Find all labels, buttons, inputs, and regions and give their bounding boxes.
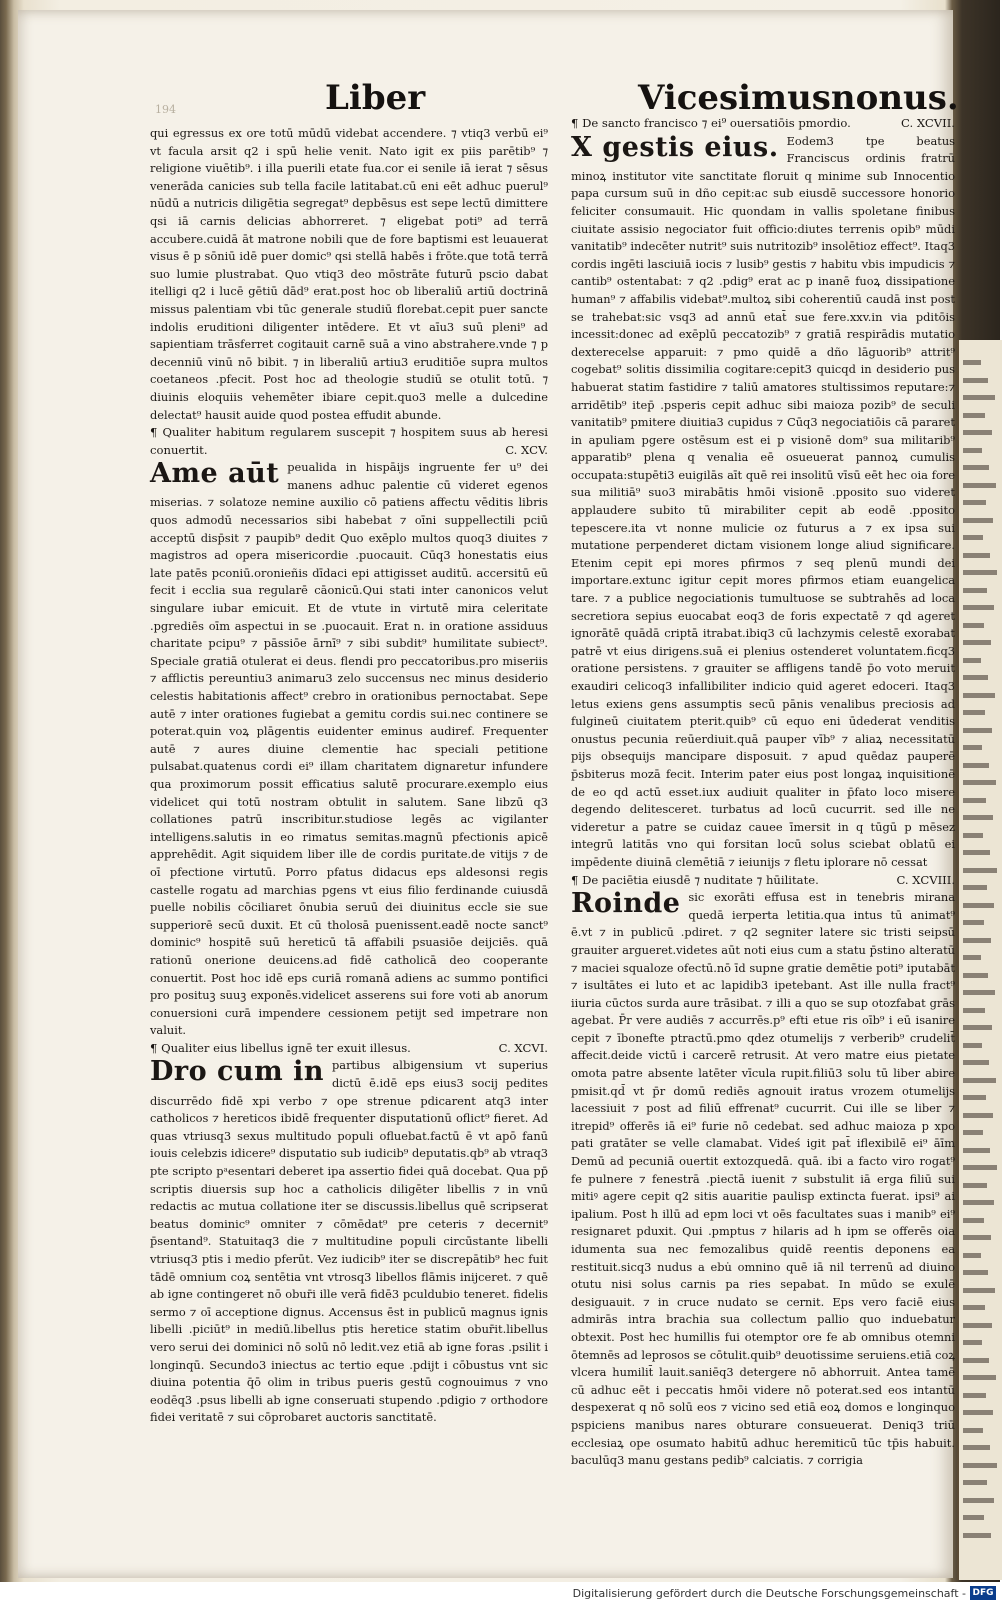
- facing-page-text-line: [963, 640, 991, 645]
- facing-page-text-line: [963, 1463, 997, 1468]
- facing-page-text-line: [963, 1410, 993, 1415]
- facing-page-text-line: [963, 1375, 996, 1380]
- initial-word: Ame aūt: [150, 458, 280, 490]
- running-head-right: Vicesimusnonus.: [638, 78, 959, 118]
- facing-page-text-line: [963, 1130, 983, 1135]
- facing-page-text-line: [963, 780, 996, 785]
- facing-page-text-line: [963, 1043, 982, 1048]
- facing-page-text-line: [963, 483, 996, 488]
- paragraph-mark-icon: ¶: [150, 1040, 162, 1055]
- right-text-column: [571, 115, 955, 1468]
- next-page-edge: [957, 340, 1002, 1580]
- facing-page-text-line: [963, 885, 987, 890]
- chapter-number: C. XCV.: [505, 442, 548, 457]
- facing-page-text-line: [963, 465, 989, 470]
- facing-page-text-line: [963, 1078, 996, 1083]
- facing-page-text-line: [963, 1533, 991, 1538]
- facing-page-text-line: [963, 1148, 990, 1153]
- facing-page-text-line: [963, 570, 997, 575]
- facing-page-text-line: [963, 763, 989, 768]
- funding-notice: Digitalisierung gefördert durch die Deutsche Forschungsgemeinschaft -: [572, 1587, 966, 1600]
- facing-page-text-line: [963, 430, 992, 435]
- paragraph-text: partibus albigensium vt superius dictū ē.idē eps eius3 socij pedites discurrēdo fidē xpi verbo ⁊ ope strenue pdicarent atq3 inter catholicos ⁊ hereticos ibidē frequenter disputationū oflict⁹ fieret. Ad quas vtriusq3 sexus multitudo populi ofluebat.factū ē vt apō fanū iouis celebzis idicere⁹ disputatio sub iudicib⁹ deputatis.qb⁹ ab vtraq3 pte scripto pᵃesentari deberet ipa assertio fidei quā docebat. Qua pp̄ scriptis diuersis sup hoc a catholicis diligēter libellis ⁊ in vnū redactis ac mutua collatione iter se discussis.libellus quē scripserat beatus dominic⁹ omniter ⁊ cōmēdat⁹ pre ceteris ⁊ decernit⁹ p̄sentand⁹. Statuitaq3 die ⁊ multitudine populi circūstante libelli vtriusq3 ptis i medio pferūt. Vez iudicib⁹ iter se discrepātib⁹ hec fuit tādē omnium coꝝ sentētia vnt vtrosq3 libellos flāmis inijceret. ⁊ quē ab igne contingeret nō obur̄i ille verā fidē3 pculdubio teneret. fidelis sermo ⁊ oī acceptione dignus. Accensus ēst in publicū magnus ignis libelli .piciūt⁹ in mediū.libellus ptis heretice statim obur̄it.libellus vero serui dei dominici nō solū nō ledit.vez etiā ab igne foras .psilit i longinqū. Secundo3 iniectus ac tertio eque .pdijt i cōbustus vnt sic diuina potentia q̄ō olim in tribus pueris gestū cognouimus ⁊ vno eodēq3 .psus libelli ab igne conseruati stupendo .pdigio ⁊ orthodore fidei veritatē ⁊ sui cōprobaret auctoris sanctitatē.: [150, 1058, 548, 1425]
- facing-page-text-line: [963, 1200, 994, 1205]
- facing-page-text-line: [963, 1358, 989, 1363]
- facing-page-text-line: [963, 990, 995, 995]
- facing-page-text-line: [963, 693, 995, 698]
- facing-page-text-line: [963, 1008, 985, 1013]
- facing-page-text-line: [963, 1183, 987, 1188]
- chapter-number: C. XCVIII.: [896, 872, 955, 887]
- facing-page-text-line: [963, 973, 988, 978]
- paragraph-mark-icon: ¶: [571, 872, 583, 887]
- facing-page-text-line: [963, 1323, 992, 1328]
- initial-word: X gestis eius.: [571, 131, 779, 163]
- rubric-title: Qualiter eius libellus ignē ter exuit illesus.: [161, 1040, 411, 1055]
- facing-page-text-line: [963, 1428, 983, 1433]
- facing-page-text-line: [963, 1113, 993, 1118]
- facing-page-text-line: [963, 903, 994, 908]
- facing-page-text-line: [963, 1515, 984, 1520]
- paragraph: [150, 1057, 548, 1426]
- facing-page-text-line: [963, 378, 988, 383]
- facing-page-text-line: [963, 553, 990, 558]
- facing-page-text-line: [963, 1165, 997, 1170]
- rubric-title: De paciētia eiusdē ⁊ nuditate ⁊ hūilitate.: [582, 872, 819, 887]
- rubric-title: De sancto francisco ⁊ ei⁹ ouersatiōis pmordio.: [582, 116, 851, 130]
- left-text-column: [150, 125, 549, 1425]
- facing-page-text-line: [963, 955, 981, 960]
- paragraph-text: sic exorāti effusa est in tenebris mirana quedā ierperta letitia.qua intus tū animat⁹ ē.vt ⁊ in publicū .pdiret. ⁊ q2 segniter latere sic tristi seipsū grauiter argueret.videtes aūt noti eius cum a statu p̄stino alteratū ⁊ maciei squaloze ofectū.nō īd supne gratie demētie poti⁹ iputabāt ⁊ isultātes ei luto et ac lapidib3 ipetebant. Ast ille nulla fract⁹ iiuria cūctos surda aure trāsibat. ⁊ illi a quo se sup otozfabat grās agebat. P̄r vere audiēs ⁊ accurrēs.p⁹ efti etue ris oīb⁹ i eū isanire cepit ⁊ ībonefte ptractū.pmo qdez otumelijs ⁊ verberib⁹ crudelit̄ affecit.deide victū i carcerē retrusit. At vero matre eius pietate omota patre absente latēter vīcula rupit.filiū3 solu tū liber abire pmisit.qd̄ vt p̄r domū rediēs agnouit iratus vrozem otumelijs lacessiuit ⁊ post ad filiū effrenat⁹ cucurrit. Cui ille se liber ⁊ itrepid⁹ offerēs iā ei⁹ furie nō cedebat. sed adhuc maioza p xpo pati gratāter se velle clamabat. Videś igit pat̄ iflexibilē ei⁹ āīm Demū ad pecuniā ouertit extozquedā. quā. ibi a facto viro rogat⁹ fe pulnere ⁊ fenestrā .piectā iuenit ⁊ substulit iā erga filiū sui mitiꝰ agere cepit q2 sitis auaritie paulisp extincta fuerat. ipsi⁹ ai ipalium. Post h illū ad epm loci vt oēs facultates suas i manib⁹ ei⁹ resignaret pduxit. Qui .pmptus ⁊ hilaris ad h ipm se offerēs oia idumenta sua nec femozalibus quidē reentis deponens ea restituit.sicq3 nudus a ebu̇ omnino quē iā nil terrenū ad diuino otutu nisi solus carnis pa ries sepabat. In mūdo se exulē desiguauit. ⁊ in cruce nudato se cernit. Eps vero faciē eius admirās intra brachia sua collectum pallio quo induebatur obtexit. Post hec humillis fui otemptor ore fe ab omnibus otemni ōtemnēs ad leprosos se cōtulit.quib⁹ deuotissime seruiens.etiā coꝝ vlcera humilit̄ lauit.saniēq3 detergere nō abhorruit. Antea tamē cū adhuc eēt i peccatis hmōi videre nō poterat.sed eos intantū despexerat q nō solū eos ⁊ vicino sed etiā eoꝝ domos e longinquo pspiciens manibus nares obturare consueuerat. Deniq3 triū ecclesiaꝝ ope osumato habitū adhuc heremiticū tūc tp̄is habuit. baculūq3 manu gestans pedib⁹ calciatis. ⁊ corrigia: [571, 890, 955, 1468]
- facing-page-text-line: [963, 395, 995, 400]
- facing-page-text-line: [963, 623, 984, 628]
- facing-page-text-line: [963, 500, 986, 505]
- chapter-rubric: [150, 424, 548, 459]
- paragraph-text: peualida in hispāijs ingruente fer u⁹ dei manens adhuc palentie cū videret egenos miserias. ⁊ solatoze nemine auxilio cō patiens affectu vēditis libris quos admodū necessarios sibi habebat ⁊ oīni suppellectili pciū acceptū disp̄sit ⁊ paupib⁹ dedit Quo exēplo multos quoq3 diuites ⁊ magistros ad opera misericordie .puocauit. Cūq3 honestatis eius late patēs pconiū.oronieñis dīdaci epi attigisset auditū. accersitū eū fecit i ecclia sua regularē cāonicū.Qui stati inter canonicos velut singulare iubar emicuit. Et de vtute in virtutē mira celeritate .pgrediēs oīm aspectui in se .puocauit. Erat n. in oratione assiduus charitate pcipu⁹ ⁊ pāssiōe ārnī⁹ ⁊ sibi subdit⁹ humilitate subiect⁹. Speciale gratiā otulerat ei deus. flendi pro peccatoribus.pro miseriis ⁊ afflictis pereuntiu3 animaru3 zelo succensus nec minus desiderio celestis habitationis affect⁹ crebro in orationibus pernoctabat. Sepe autē ⁊ inter orationes fugiebat a gemitu cordis sui.nec continere se poterat.quin voꝝ plāgentis euidenter eminus audiref. Frequenter autē ⁊ aures diuine clementie hac speciali petitione pulsabat.quatenus cordi ei⁹ illam charitatem dignaretur infundere qua proximorum possit efficatius salutē procurare.exemplo eius videlicet qui totū nostram obtulit in salutem. Sane libzū q3 collationes patrū inscribitur.studiose legēs ac vigilanter intelligens.salutis in eo rimatus semitas.magnū pfectionis apicē apprehēdit. Agit siquidem liber ille de cordis puritate.de vitijs ⁊ de oī pfectione virtutū. Porro pfatus didacus eps aldesonsi regis castelle rogatu ad marchias pgens vt eius filio ferdinande cuiusdā puelle nobilis cōciliaret ōnubia seruū dei diuinitus eccle sie sue supperiorē secū duxit. Et cū tholosā puenissent.eadē nocte sanct⁹ dominic⁹ hospitē suū hereticū tā affabili psuasiōe deijciēs. quā rationū onerione deuicens.ad fidē catholicā deo cooperante conuertit. Post hoc idē eps curiā romanā adiens ac summo pontifici pro posituꝫ suuꝫ exponēs.videlicet asserens sui fore voti ab anorum conuersioni curā impendere cessionem petijt sed impetrare non valuit.: [150, 460, 548, 1038]
- facing-page-text-line: [963, 413, 985, 418]
- facing-page-text-line: [963, 1218, 984, 1223]
- running-head-left: Liber: [325, 78, 426, 118]
- facing-page-text-line: [963, 588, 987, 593]
- facing-page-text-line: [963, 833, 983, 838]
- facing-page-text-line: [963, 1095, 986, 1100]
- facing-page-text-line: [963, 1270, 988, 1275]
- facing-page-text-line: [963, 1305, 985, 1310]
- paragraph: [571, 889, 955, 1470]
- facing-page-text-line: [963, 868, 997, 873]
- folio-number: 194: [155, 103, 176, 116]
- facing-page-text-line: [963, 535, 983, 540]
- facing-page-text-line: [963, 728, 992, 733]
- chapter-number: C. XCVII.: [901, 116, 955, 130]
- digitization-footer: [0, 1583, 1000, 1605]
- facing-page-text-line: [963, 1253, 981, 1258]
- chapter-rubric: [150, 1040, 548, 1058]
- chapter-rubric: [571, 115, 955, 133]
- facing-page-text-line: [963, 518, 993, 523]
- facing-page-text-line: [963, 658, 981, 663]
- facing-page-text-line: [963, 1445, 990, 1450]
- facing-page-text-line: [963, 850, 990, 855]
- paragraph: [150, 459, 548, 1040]
- facing-page-text-line: [963, 1235, 991, 1240]
- facing-page-text-line: [963, 920, 984, 925]
- paragraph: qui egressus ex ore totū mūdū videbat accendere. ⁊ vtiq3 verbū ei⁹ vt facula arsit q2 i spū helie venit. Nato igit ex piis parētib⁹ ⁊ religione viuētib⁹. i illa puerili etate fua.cor ei senile iā ierat ⁊ sēsus venerāda canicies sub tella facile latitabat.cū eni eēt adhuc puerul⁹ nūdū a nutricis diligētia segregat⁹ depbēsus est sepe lectū dimittere qsi iā carnis delicias abhorreret. ⁊ eligebat poti⁹ ad terrā accubere.cuidā āt matrone nobili que de fore baptismi est leuauerat visus ē p sōniū idē puer domic⁹ qsi stellā habēs i frōte.que totā terrā suo lumie plustrabat. Quo vtiq3 deo mōstrāte futurū pscio dabat itelligi q2 i lucē gētiū dād⁹ erat.post hoc ob liberaliū artiū doctrinā missus palentiam vbi tūc generale studiū florebat.cepit puer sancte indolis eruditioni diligenter intēdere. Et vt aīu3 suū pleni⁹ ad sapientiam trāsferret cogitauit carnē suā a vino abstrahere.vnde ⁊ p decenniū vinū nō bibit. ⁊ in liberaliū artiu3 eruditiōe supra multos coetaneos .pfecit. Post hoc ad theologie studiū se otulit totū. ⁊ diuinis eloquiis vehemēter ibiare cepit.quo3 melle a dulcedine delectat⁹ hausit auide quod postea effudit abunde.: [150, 126, 548, 422]
- facing-page-text-line: [963, 938, 991, 943]
- facing-page-text-line: [963, 710, 985, 715]
- facing-page-text-line: [963, 448, 982, 453]
- paragraph-text: Eodem3 tpe beatus Franciscus ordinis fratrū minoꝝ institutor vite sanctitate floruit q minime sub Innocentio papa cursum suū in dño cepit:ac sub eiusdē successore honorio feliciter consumauit. Hic quondam in vallis spoletane finibus ciuitate assisio negociator fuit officio:diutes terrenis opib⁹ mūdi vanitatib⁹ indecēter nutrit⁹ suis nutritozib⁹ insolētioz effect⁹. Itaq3 cordis ingēti lasciuiā iocis ⁊ lusib⁹ gestis ⁊ habitu vbis impudicis ⁊ cantib⁹ ostentabat: ⁊ q2 .pdig⁹ erat ac p inanē fuoꝝ dissipatione human⁹ ⁊ affabilis videbat⁹.multoꝝ sibi coherentiū caudā inst post se trahebat:sic vsq3 ad annū etat̄ sue fere.xxv.in via pditōis incessit:donec ad exēplū peccatozib⁹ ⁊ gratiā respirādis mutatio dexterecelse apparuit: ⁊ pmo quidē a dño lāguorib⁹ attrit⁹ cogebat⁹ solitis dissimilia cogitare:cepit3 quicqd in desiderio pus habuerat statim fastidire ⁊ taliū amatores stultissimos reputare:⁊ arridētib⁹ itep̄ .psperis cepit adhuc sibi maioza pozib⁹ de seculi vanitatib⁹ pmitere diuitia3 cupidus ⁊ Cūq3 negociatiōis cā pararet in apuliam pgere ostēsum est ei p visionē dom⁹ sua militarib⁹ apparatib⁹ plena q venalia eē osueuerat pannoꝝ cumulis occupata:stupēti3 euigilās aīt quē rei insolitū vīsū eēt hec oia fore sua militiā⁹ suo3 mirabātis hmōi visionē .pposito suo videret applaudere subito tū mirabiliter cepit ab eodē .pposito tepescere.ita vt nonne mulicie oz futurus a ⁊ ex ipsa sui mutatione perpenderet dictam visionem longe aliud significare. Etenim cepit epi mores pfirmos ⁊ seq plenū mundi dei importare.extunc igitur cepit mores pfirmos etiam euangelica tare. ⁊ a publice negociationis tumultuose se subtrahēs ad loca secretiora sepius euocabat eoq3 de foris expectatē ⁊ qd ageret ignorātē quādā criptā itrabat.ibiq3 cū lachzymis celestē exorabat patrē vt eius dirigens.suā ei plenius ostenderet voluntatem.ficq3 oratione persistens. ⁊ grauiter se affligens tandē p̄o voto meruit exaudiri celicoq3 infallibiliter indicio quid ageret edoceri. Itaq3 letus exiens gens assumptis secū pānis venalibus preciosis ad fulgineū ciuitatem pterit.quib⁹ cū equo eni ūdederat venditis onustus pecunia reūerdiuit.quā pauper vīb⁹ ⁊ aliaꝝ necessitatū pijs obsequijs mancipare disposuit. ⁊ apud quēdaz pauperē p̄sbiterus mozā fecit. Interim pater eius post longaꝝ inquisitionē de eo qd actū esset.iux audiuit qualiter in p̄fato loco misere degendo delitesceret. turbatus ad locū cucurrit. sed ille ne videretur a patre se cuidaz cauee īmersit in q tūgū p mēsez integrū latitās vno qui forsitan locū solus sciebat oblatū ei impēdente diuinā clemētiā ⁊ ieiunijs ⁊ fletu iplorare nō cessat: [571, 133, 955, 869]
- facing-page-text-line: [963, 360, 981, 365]
- facing-page-text-line: [963, 605, 994, 610]
- paragraph-mark-icon: ¶: [571, 116, 583, 130]
- facing-page-text-line: [963, 1060, 989, 1065]
- facing-page-text-line: [963, 798, 986, 803]
- facing-page-text-line: [963, 1340, 982, 1345]
- paragraph-mark-icon: ¶: [150, 425, 163, 440]
- chapter-rubric: [571, 872, 955, 890]
- facing-page-text-line: [963, 815, 993, 820]
- facing-page-text-line: [963, 1288, 995, 1293]
- facing-page-text-line: [963, 1393, 986, 1398]
- facing-page-text-line: [963, 1498, 994, 1503]
- chapter-number: C. XCVI.: [498, 1040, 548, 1055]
- facing-page-text-line: [963, 745, 982, 750]
- facing-page-text-line: [963, 675, 988, 680]
- dfg-logo: DFG: [970, 1586, 996, 1600]
- initial-word: Roinde: [571, 888, 681, 920]
- facing-page-text-line: [963, 1025, 992, 1030]
- book-page: [18, 10, 959, 1578]
- rubric-title: Qualiter habitum regularem suscepit ⁊ hospitem suus ab heresi conuertit.: [150, 425, 549, 457]
- paragraph: [571, 133, 955, 872]
- facing-page-text-line: [963, 1480, 987, 1485]
- initial-word: Dro cum in: [150, 1056, 324, 1088]
